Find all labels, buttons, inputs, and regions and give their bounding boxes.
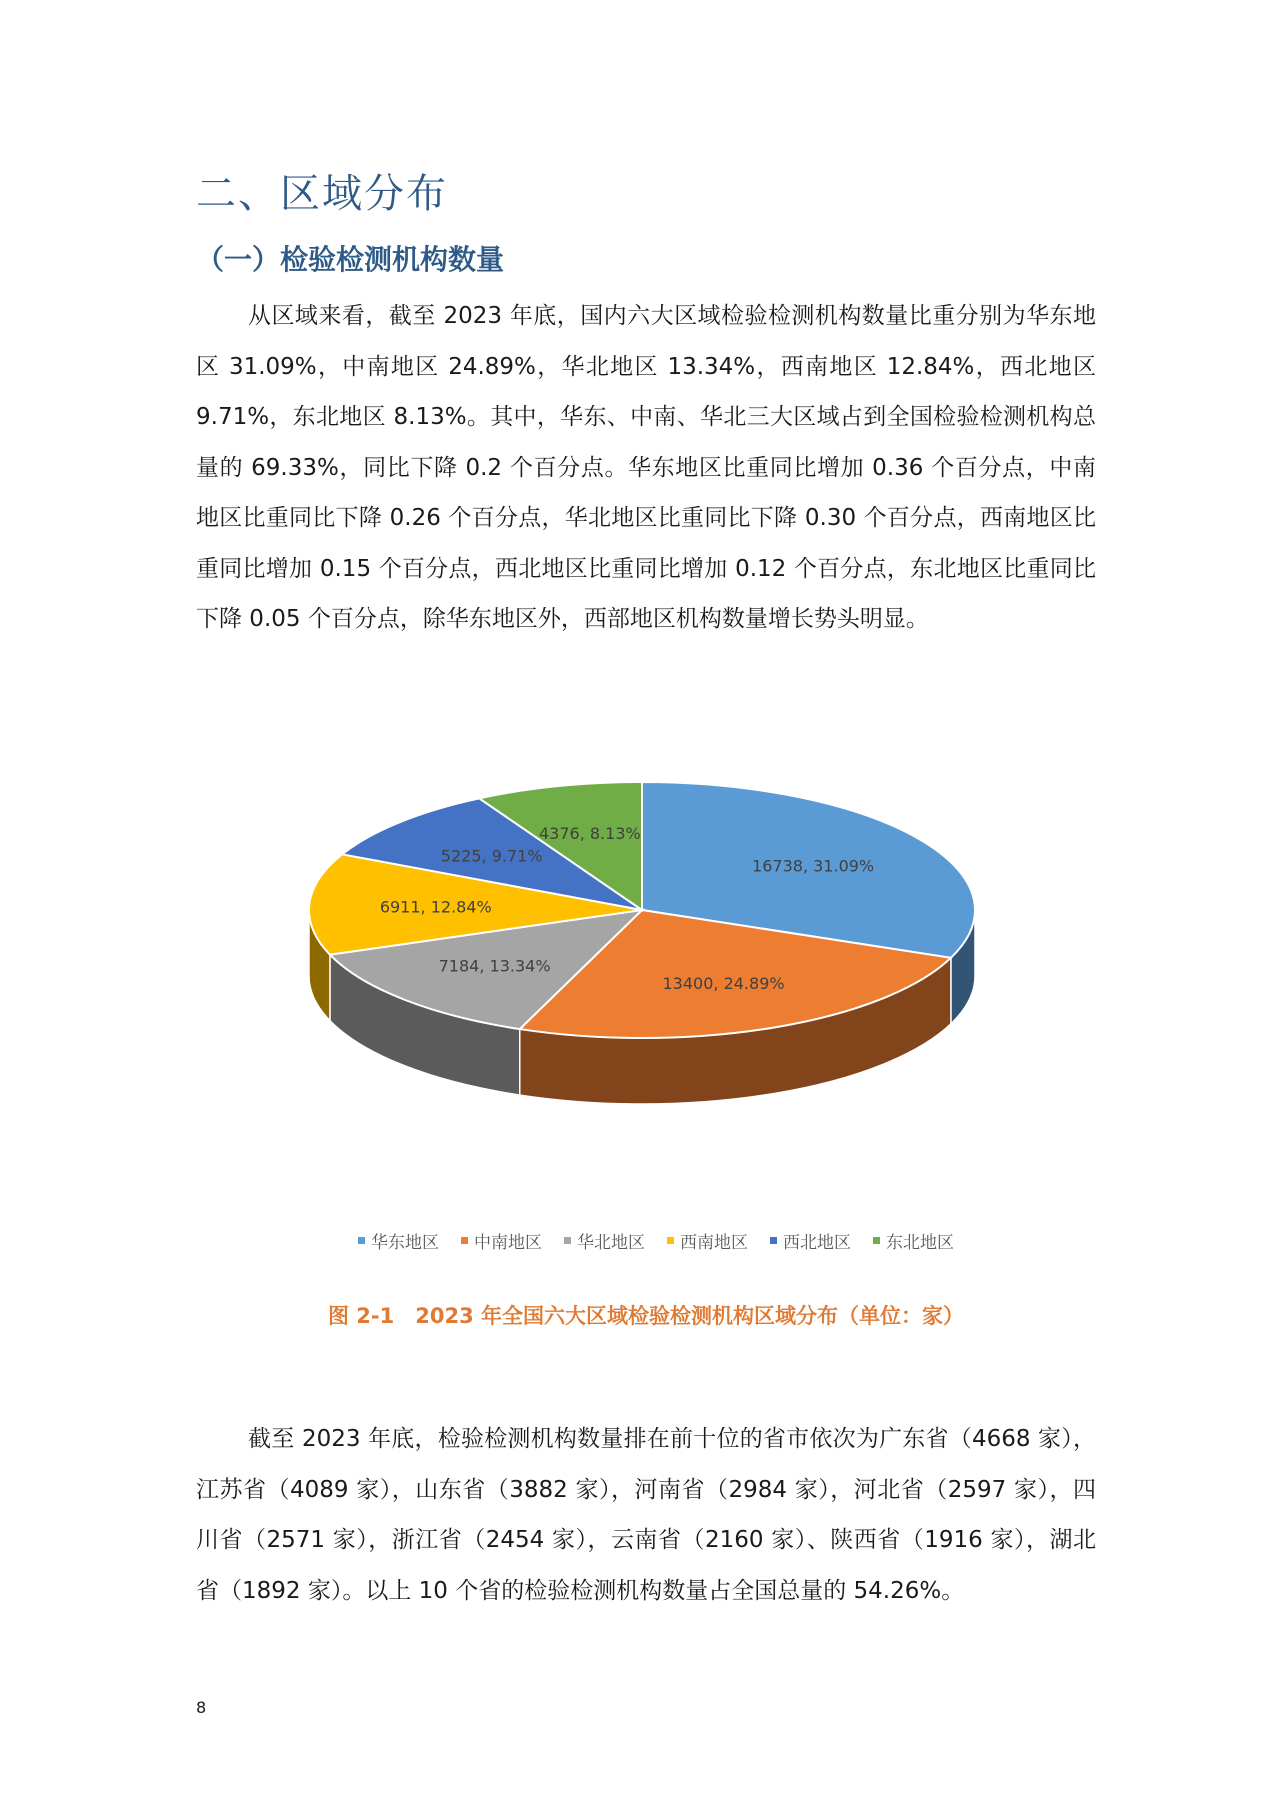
legend-swatch-2 xyxy=(461,1237,468,1244)
pie-data-label-6: 4376, 8.13% xyxy=(538,824,641,844)
legend-label-3: 华北地区 xyxy=(577,1233,645,1253)
legend-label-6: 东北地区 xyxy=(886,1233,954,1253)
chart-legend xyxy=(306,1228,1006,1253)
legend-item-3 xyxy=(564,1228,645,1253)
legend-item-1 xyxy=(358,1228,439,1253)
page-number: 8 xyxy=(196,1698,207,1717)
legend-item-4 xyxy=(667,1228,748,1253)
legend-label-4: 西南地区 xyxy=(680,1233,748,1253)
pie-data-label-5: 5225, 9.71% xyxy=(440,846,543,866)
pie-data-label-3: 7184, 13.34% xyxy=(438,956,551,976)
paragraph-top-provinces: 截至 2023 年底，检验检测机构数量排在前十位的省市依次为广东省（4668 家），江苏省（4089 家），山东省（3882 家），河南省（2984 家），河北省（2597 家），四川省（2571 家），浙江省（2454 家），云南省（2160 家）、陕西省（1916 家），湖北省（1892 家）。以上 10 个省的检验检测机构数量占全国总量的 54.26%。 xyxy=(196,1426,1096,1604)
pie-chart xyxy=(290,770,1010,1190)
legend-swatch-5 xyxy=(770,1237,777,1244)
pie-data-label-1: 16738, 31.09% xyxy=(752,856,875,876)
section-title: 二、区域分布 xyxy=(196,171,448,217)
legend-swatch-6 xyxy=(873,1237,880,1244)
paragraph-regional-share: 从区域来看，截至 2023 年底，国内六大区域检验检测机构数量比重分别为华东地区 31.09%，中南地区 24.89%，华北地区 13.34%，西南地区 12.84%，西北地区 9.71%，东北地区 8.13%。其中，华东、中南、华北三大区域占到全国检验检测机构总量的 69.33%，同比下降 0.2 个百分点。华东地区比重同比增加 0.36 个百分点，中南地区比重同比下降 0.26 个百分点，华北地区比重同比下降 0.30 个百分点，西南地区比重同比增加 0.15 个百分点，西北地区比重同比增加 0.12 个百分点，东北地区比重同比下降 0.05 个百分点，除华东地区外，西部地区机构数量增长势头明显。 xyxy=(196,303,1096,632)
legend-label-2: 中南地区 xyxy=(474,1233,542,1253)
legend-swatch-3 xyxy=(564,1237,571,1244)
legend-item-2 xyxy=(461,1228,542,1253)
legend-label-1: 华东地区 xyxy=(371,1233,439,1253)
legend-swatch-1 xyxy=(358,1237,365,1244)
pie-data-label-2: 13400, 24.89% xyxy=(662,973,785,993)
figure-caption: 图 2-1 2023 年全国六大区域检验检测机构区域分布（单位：家） xyxy=(327,1304,964,1328)
legend-label-5: 西北地区 xyxy=(783,1233,851,1253)
legend-item-5 xyxy=(770,1228,851,1253)
legend-item-6 xyxy=(873,1228,954,1253)
subsection-title: （一）检验检测机构数量 xyxy=(196,243,505,276)
legend-swatch-4 xyxy=(667,1237,674,1244)
pie-data-label-4: 6911, 12.84% xyxy=(379,897,492,917)
